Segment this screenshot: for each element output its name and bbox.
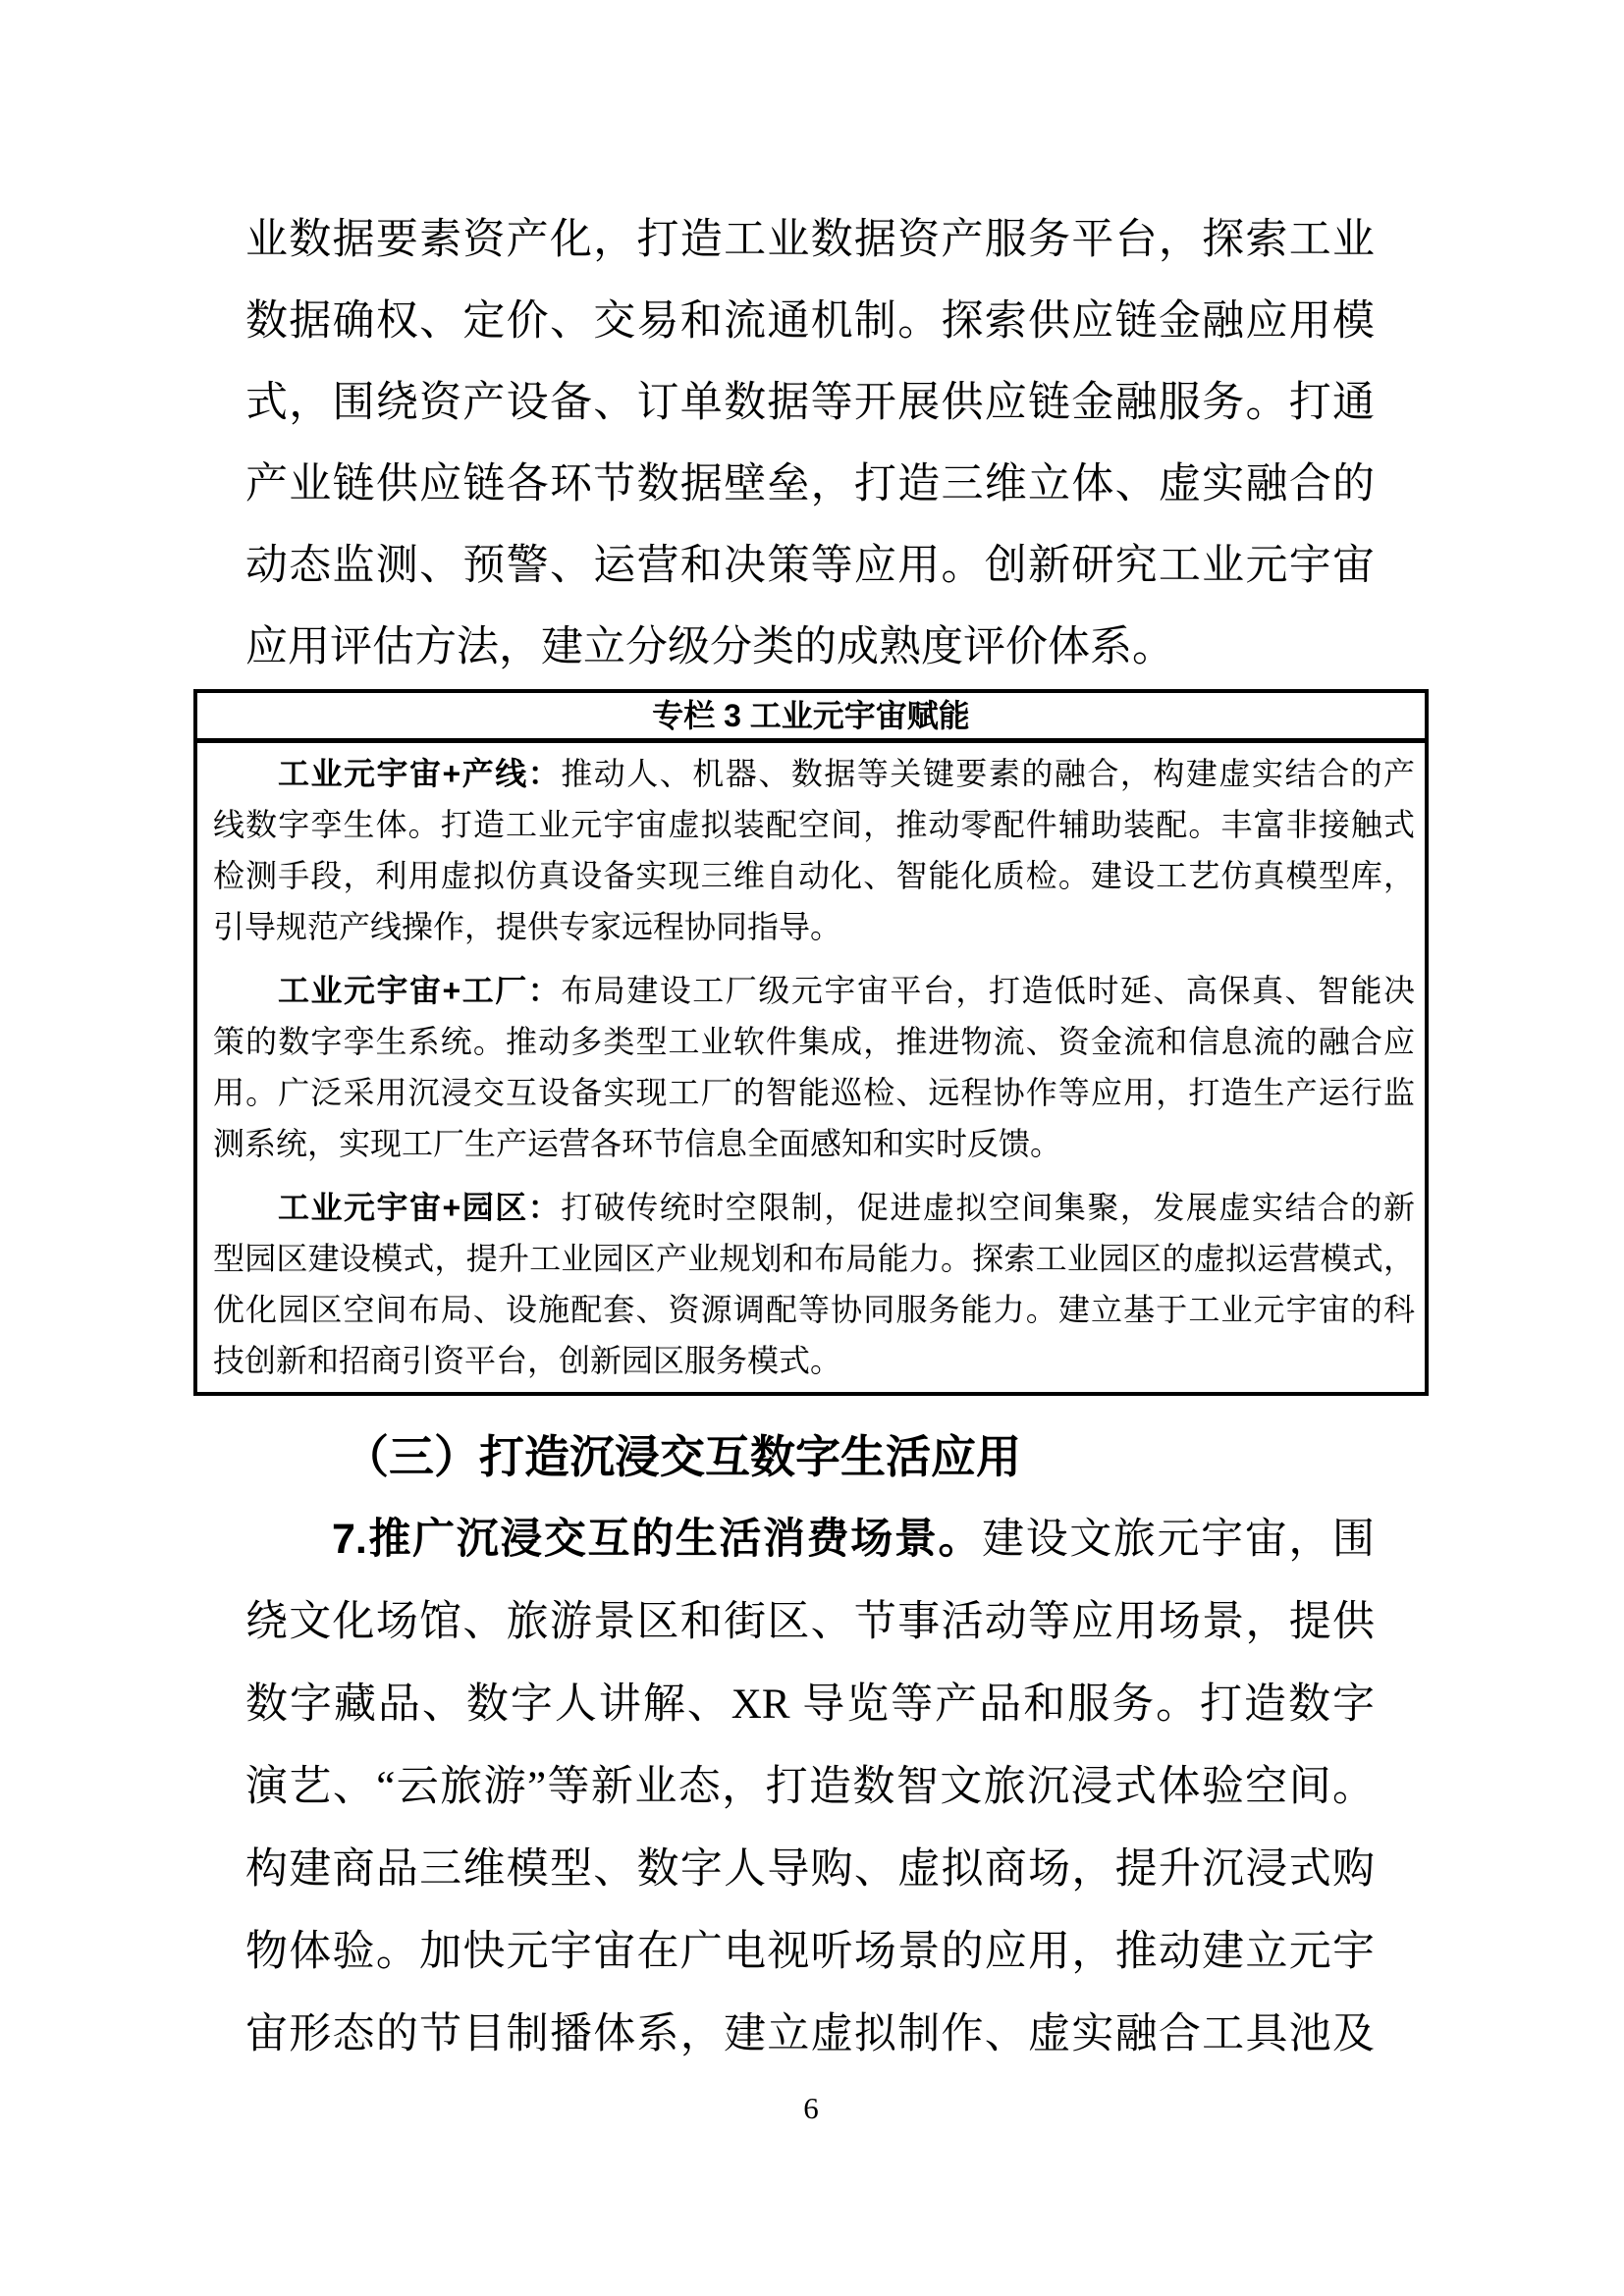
box-para1-line-1 bbox=[213, 748, 1415, 799]
intro-line-6: 应用评估方法，建立分级分类的成熟度评价体系。 bbox=[245, 624, 1174, 670]
column-box-body bbox=[197, 743, 1425, 1392]
para7-line-7: 宙形态的节目制播体系，建立虚拟制作、虚实融合工具池及 bbox=[245, 2011, 1375, 2057]
para7-line1-text: 建设文旅元宇宙，围 bbox=[982, 1517, 1375, 1563]
box-para3-line-3: 优化园区空间布局、设施配套、资源调配等协同服务能力。建立基于工业元宇宙的科 bbox=[213, 1292, 1415, 1327]
paragraph-7 bbox=[245, 1498, 1375, 2076]
box-paragraph-production-line bbox=[213, 748, 1415, 952]
box-para1-line-3: 检测手段，利用虚拟仿真设备实现三维自动化、智能化质检。建设工艺仿真模型库， bbox=[213, 858, 1415, 893]
intro-line-3: 式，围绕资产设备、订单数据等开展供应链金融服务。打通 bbox=[245, 380, 1375, 426]
box-para3-line-1 bbox=[213, 1182, 1415, 1233]
intro-line-5: 动态监测、预警、运营和决策等应用。创新研究工业元宇宙 bbox=[245, 543, 1375, 589]
box-paragraph-factory bbox=[213, 965, 1415, 1169]
box-para1-lead: 工业元宇宙+产线： bbox=[278, 756, 562, 791]
para7-line-3: 数字藏品、数字人讲解、XR 导览等产品和服务。打造数字 bbox=[245, 1682, 1375, 1728]
page-number: 6 bbox=[803, 2091, 819, 2125]
column-box-title: 专栏 3 工业元宇宙赋能 bbox=[197, 693, 1425, 743]
para7-line-6: 物体验。加快元宇宙在广电视听场景的应用，推动建立元宇 bbox=[245, 1929, 1375, 1975]
intro-paragraph bbox=[245, 199, 1375, 688]
box-para2-line1-text: 布局建设工厂级元宇宙平台，打造低时延、高保真、智能决 bbox=[561, 973, 1415, 1008]
para7-line-1 bbox=[245, 1498, 1375, 1581]
page-content bbox=[193, 199, 1429, 2076]
box-para2-line-3: 用。广泛采用沉浸交互设备实现工厂的智能巡检、远程协作等应用，打造生产运行监 bbox=[213, 1075, 1415, 1110]
para7-lead: 7.推广沉浸交互的生活消费场景。 bbox=[332, 1516, 983, 1563]
box-para3-line-2: 型园区建设模式，提升工业园区产业规划和布局能力。探索工业园区的虚拟运营模式， bbox=[213, 1241, 1415, 1276]
intro-line-1: 业数据要素资产化，打造工业数据资产服务平台，探索工业 bbox=[245, 217, 1375, 263]
box-para3-lead: 工业元宇宙+园区： bbox=[278, 1190, 562, 1225]
box-para1-line1-text: 推动人、机器、数据等关键要素的融合，构建虚实结合的产 bbox=[561, 756, 1415, 791]
intro-line-2: 数据确权、定价、交易和流通机制。探索供应链金融应用模 bbox=[245, 298, 1375, 345]
box-para2-lead: 工业元宇宙+工厂： bbox=[278, 973, 562, 1008]
box-para2-line-2: 策的数字孪生系统。推动多类型工业软件集成，推进物流、资金流和信息流的融合应 bbox=[213, 1024, 1415, 1059]
para7-line-4: 演艺、“云旅游”等新业态，打造数智文旅沉浸式体验空间。 bbox=[245, 1764, 1375, 1810]
box-para1-line-2: 线数字孪生体。打造工业元宇宙虚拟装配空间，推动零配件辅助装配。丰富非接触式 bbox=[213, 807, 1415, 842]
box-para3-line1-text: 打破传统时空限制，促进虚拟空间集聚，发展虚实结合的新 bbox=[561, 1190, 1415, 1225]
section-heading: （三）打造沉浸交互数字生活应用 bbox=[344, 1432, 1021, 1482]
para7-line-2: 绕文化场馆、旅游景区和街区、节事活动等应用场景，提供 bbox=[245, 1599, 1375, 1645]
box-para2-line-1 bbox=[213, 965, 1415, 1016]
box-para1-line-4: 引导规范产线操作，提供专家远程协同指导。 bbox=[213, 909, 842, 944]
box-paragraph-park bbox=[213, 1182, 1415, 1386]
box-para2-line-4: 测系统，实现工厂生产运营各环节信息全面感知和实时反馈。 bbox=[213, 1126, 1062, 1161]
para7-line-5: 构建商品三维模型、数字人导购、虚拟商场，提升沉浸式购 bbox=[245, 1846, 1375, 1893]
column-box bbox=[193, 689, 1429, 1396]
box-para3-line-4: 技创新和招商引资平台，创新园区服务模式。 bbox=[213, 1343, 842, 1378]
intro-line-4: 产业链供应链各环节数据壁垒，打造三维立体、虚实融合的 bbox=[245, 461, 1375, 507]
